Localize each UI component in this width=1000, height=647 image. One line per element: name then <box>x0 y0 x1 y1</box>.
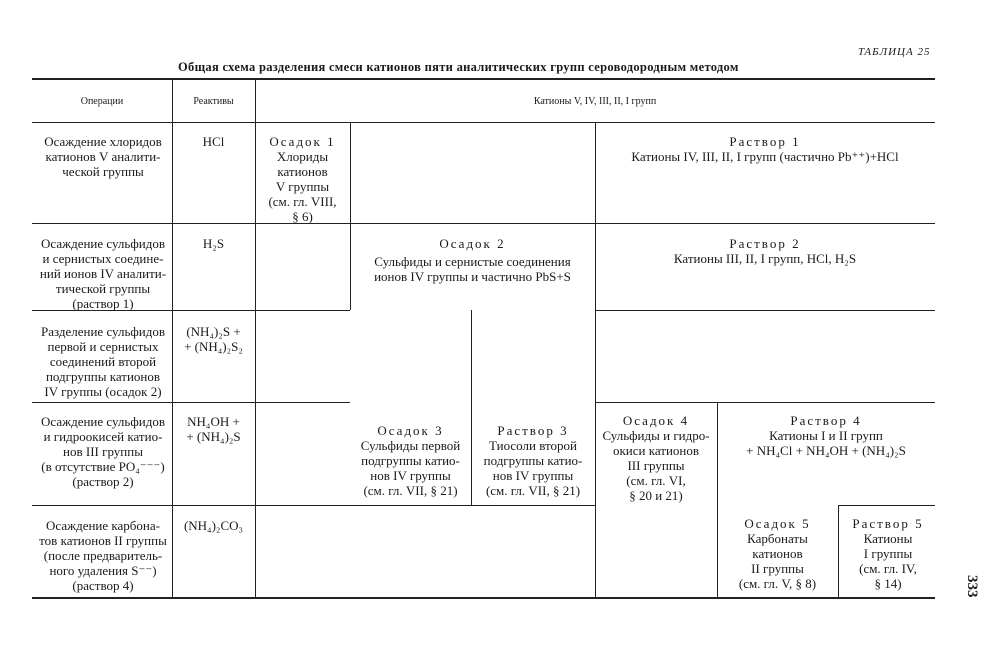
reagent-row5: (NH₄)₂CO₃ <box>183 518 244 533</box>
header-reagents: Реактивы <box>193 96 234 107</box>
rule-top <box>32 78 935 80</box>
reagent-row1: HCl <box>202 134 225 149</box>
rule-header-bottom <box>32 122 935 123</box>
table-title: Общая схема разделения смеси катионов пяти аналитических групп сероводородным методом <box>178 60 739 74</box>
table-label: ТАБЛИЦА 25 <box>858 46 931 58</box>
solution3: Раствор 3 Тиосоли второй подгруппы катио- нов IV группы (см. гл. VII, § 21) <box>483 423 583 498</box>
rule-row4-bottom-left <box>32 505 595 506</box>
page-number: 333 <box>964 575 980 598</box>
operation-row1: Осаждение хлоридов катионов V аналити- ческой группы <box>44 134 162 179</box>
precipitate4: Осадок 4 Сульфиды и гидро- окиси катионов III группы (см. гл. VI, § 20 и 21) <box>602 413 710 503</box>
solution2: Раствор 2 Катионы III, II, I групп, HCl, H₂S <box>673 236 857 266</box>
header-operations: Операции <box>80 96 124 107</box>
precipitate1: Осадок 1 Хлориды катионов V группы (см. гл. VIII, § 6) <box>268 134 337 224</box>
operation-row2: Осаждение сульфидов и сернистых соедине- ний ионов IV аналити- тической группы (раствор 1) <box>39 236 167 311</box>
precipitate3: Осадок 3 Сульфиды первой подгруппы катио- нов IV группы (см. гл. VII, § 21) <box>360 423 461 498</box>
solution5: Раствор 5 Катионы I группы (см. гл. IV, § 14) <box>852 516 924 591</box>
operation-row4: Осаждение сульфидов и гидроокисей катио- нов III группы (в отсутствие PO₄⁻⁻⁻) (раствор 2) <box>41 414 165 489</box>
precipitate2: Осадок 2 Сульфиды и сернистые соединения ионов IV группы и частично PbS+S <box>374 236 571 284</box>
rule-row2-bottom-right <box>595 310 935 311</box>
rule-row1-bottom <box>32 223 935 224</box>
rule-row3-bottom-left <box>32 402 350 403</box>
rule-row4-bottom-right <box>838 505 935 506</box>
reagent-row2: H₂S <box>202 236 225 251</box>
col-divider-precipitate2-right <box>595 223 596 597</box>
precipitate5: Осадок 5 Карбонаты катионов II группы (см. гл. V, § 8) <box>738 516 817 591</box>
reagent-row4: NH₄OH + + (NH₄)₂S <box>186 414 241 444</box>
operation-row3: Разделение сульфидов первой и сернистых соединений второй подгруппы катионов IV группы (осадок 2) <box>40 324 166 399</box>
rule-row3-bottom-right <box>595 402 935 403</box>
rule-bottom <box>32 597 935 599</box>
solution4: Раствор 4 Катионы I и II групп + NH₄Cl + NH₄OH + (NH₄)₂S <box>746 413 906 458</box>
solution1: Раствор 1 Катионы IV, III, II, I групп (частично Pb⁺⁺)+HCl <box>631 134 899 164</box>
header-cations: Катионы V, IV, III, II, I групп <box>533 96 657 107</box>
col-divider-precipitate1 <box>350 122 351 223</box>
reagent-row3: (NH₄)₂S + + (NH₄)₂S₂ <box>184 324 243 354</box>
operation-row5: Осаждение карбона- тов катионов II группы (после предваритель- ного удаления S⁻⁻) (раствор 4) <box>39 518 167 593</box>
